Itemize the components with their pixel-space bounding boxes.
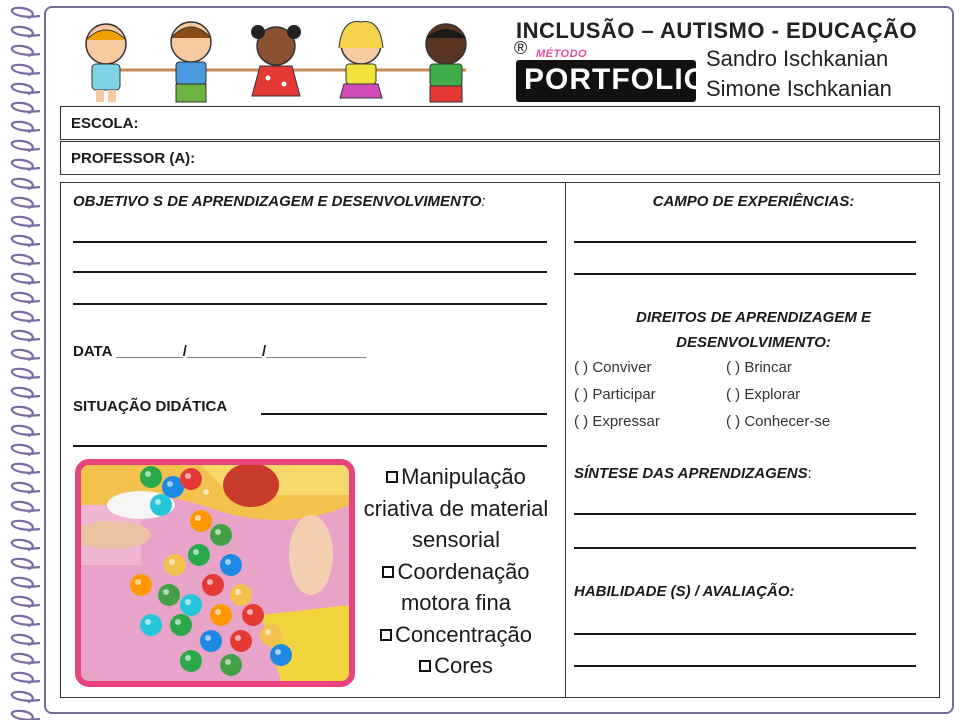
sintese-title-text: SÍNTESE DAS APRENDIZAGENS: [574, 465, 808, 482]
ball: [180, 650, 202, 672]
spiral-ring: [12, 293, 40, 303]
spiral-ring: [12, 578, 40, 588]
spiral-ring: [12, 103, 40, 113]
right-conviver[interactable]: ( ) Conviver: [574, 359, 652, 376]
spiral-ring: [12, 445, 40, 455]
header: [56, 8, 946, 104]
ball: [150, 494, 172, 516]
spiral-ring: [12, 502, 40, 512]
ball: [170, 614, 192, 636]
ball: [130, 574, 152, 596]
ball: [188, 544, 210, 566]
ball: [198, 484, 220, 506]
spiral-ring: [12, 616, 40, 626]
ball-highlight: [175, 619, 181, 625]
portfolio-logo: [516, 60, 708, 102]
ball: [202, 574, 224, 596]
spiral-ring: [12, 122, 40, 132]
spiral-ring: [12, 331, 40, 341]
spiral-ring: [12, 236, 40, 246]
spiral-ring: [12, 559, 40, 569]
ball: [200, 630, 222, 652]
habilidade-line-2[interactable]: [574, 665, 916, 667]
spiral-ring: [12, 369, 40, 379]
skill-label: Cores: [434, 653, 493, 678]
spiral-ring: [12, 160, 40, 170]
sintese-line-2[interactable]: [574, 547, 916, 549]
date-field[interactable]: DATA ________/_________/____________: [73, 343, 367, 360]
situacao-line-2[interactable]: [73, 445, 547, 447]
objectives-title-text: OBJETIVO S DE APRENDIZAGEM E DESENVOLVIMENTO: [73, 193, 482, 210]
ball: [210, 524, 232, 546]
activity-photo: [75, 459, 355, 687]
ball-game-image: [81, 465, 349, 681]
right-conhecer-se[interactable]: ( ) Conhecer-se: [726, 413, 831, 430]
ball-highlight: [247, 609, 253, 615]
checkbox-icon[interactable]: [380, 629, 392, 641]
escola-label: ESCOLA:: [71, 115, 139, 132]
objectives-title: [73, 193, 486, 210]
ball-highlight: [195, 515, 201, 521]
checkbox-icon[interactable]: [419, 660, 431, 672]
spiral-ring: [12, 654, 40, 664]
ball-highlight: [235, 635, 241, 641]
ball-highlight: [135, 579, 141, 585]
ball-highlight: [145, 619, 151, 625]
habilidade-title: HABILIDADE (S) / AVALIAÇÃO:: [574, 583, 795, 600]
spiral-ring: [12, 27, 40, 37]
ball-highlight: [185, 599, 191, 605]
skill-item: [351, 461, 561, 556]
right-brincar[interactable]: ( ) Brincar: [726, 359, 792, 376]
campo-line-1[interactable]: [574, 241, 916, 243]
spiral-ring: [12, 255, 40, 265]
ball: [210, 604, 232, 626]
spiral-ring: [12, 635, 40, 645]
ball: [220, 554, 242, 576]
spiral-ring: [12, 274, 40, 284]
main-table: [60, 182, 940, 698]
ball-highlight: [207, 579, 213, 585]
ball: [190, 510, 212, 532]
campo-title: CAMPO DE EXPERIÊNCIAS:: [652, 193, 855, 210]
spiral-ring: [12, 464, 40, 474]
ball-highlight: [205, 635, 211, 641]
ball-highlight: [185, 655, 191, 661]
objectives-colon: :: [481, 193, 486, 210]
right-expressar[interactable]: ( ) Expressar: [574, 413, 660, 430]
spiral-ring: [12, 217, 40, 227]
sintese-title: [574, 465, 812, 482]
ball-highlight: [169, 559, 175, 565]
spiral-ring: [12, 597, 40, 607]
ball: [180, 468, 202, 490]
objectives-line-3[interactable]: [73, 303, 547, 305]
header-title: INCLUSÃO – AUTISMO - EDUCAÇÃO: [516, 18, 918, 43]
ball-highlight: [167, 481, 173, 487]
situacao-line-1[interactable]: [261, 413, 547, 415]
spiral-ring: [12, 426, 40, 436]
spiral-ring: [12, 692, 40, 702]
ball-highlight: [163, 589, 169, 595]
spiral-ring: [12, 46, 40, 56]
objectives-line-1[interactable]: [73, 241, 547, 243]
professor-label: PROFESSOR (A):: [71, 150, 196, 167]
right-participar[interactable]: ( ) Participar: [574, 386, 656, 403]
author-2: Simone Ischkanian: [706, 76, 892, 101]
spiral-ring: [12, 141, 40, 151]
skill-item: [351, 619, 561, 651]
spiral-ring: [12, 407, 40, 417]
ball: [270, 644, 292, 666]
spiral-ring: [12, 312, 40, 322]
skill-item: [351, 650, 561, 682]
spiral-ring: [12, 711, 40, 720]
right-column: [566, 183, 941, 697]
spiral-binding: [0, 0, 60, 720]
spiral-ring: [12, 198, 40, 208]
registered-mark: ®: [514, 38, 528, 58]
ball: [180, 594, 202, 616]
ball-highlight: [145, 471, 151, 477]
spiral-ring: [12, 483, 40, 493]
checkbox-icon[interactable]: [386, 471, 398, 483]
logo-text: PORTFOLIO: [524, 63, 708, 96]
ball-highlight: [235, 589, 241, 595]
objectives-line-2[interactable]: [73, 271, 547, 273]
ball: [140, 614, 162, 636]
right-explorar[interactable]: ( ) Explorar: [726, 386, 801, 403]
ball-highlight: [265, 629, 271, 635]
ball-highlight: [225, 659, 231, 665]
habilidade-line-1[interactable]: [574, 633, 916, 635]
ball-highlight: [185, 473, 191, 479]
checkbox-icon[interactable]: [382, 566, 394, 578]
situacao-label: SITUAÇÃO DIDÁTICA: [73, 398, 228, 415]
spiral-ring: [12, 540, 40, 550]
sintese-line-1[interactable]: [574, 513, 916, 515]
children-illustration: [56, 18, 506, 104]
professor-field[interactable]: [60, 141, 940, 175]
ball: [164, 554, 186, 576]
skill-label: Manipulação criativa de material sensorial: [363, 464, 549, 552]
ball-highlight: [275, 649, 281, 655]
method-label: MÉTODO: [536, 48, 588, 60]
spiral-ring: [12, 65, 40, 75]
spiral-ring: [12, 8, 40, 18]
ball-highlight: [155, 499, 161, 505]
spiral-ring: [12, 84, 40, 94]
ball: [158, 584, 180, 606]
escola-field[interactable]: [60, 106, 940, 140]
spiral-ring: [12, 521, 40, 531]
left-column: [61, 183, 565, 697]
author-1: Sandro Ischkanian: [706, 46, 889, 71]
ball-highlight: [203, 489, 209, 495]
skill-item: [351, 556, 561, 619]
ball-highlight: [225, 559, 231, 565]
skills-list: [351, 461, 561, 682]
spiral-ring: [12, 388, 40, 398]
ball: [140, 466, 162, 488]
ball: [230, 584, 252, 606]
ball-highlight: [193, 549, 199, 555]
ball-highlight: [215, 529, 221, 535]
sintese-colon: :: [807, 465, 812, 482]
skill-label: Coordenação motora fina: [397, 558, 530, 615]
ball-highlight: [215, 609, 221, 615]
ball: [220, 654, 242, 676]
campo-line-2[interactable]: [574, 273, 916, 275]
ball: [230, 630, 252, 652]
direitos-title-1: DIREITOS DE APRENDIZAGEM E: [635, 309, 872, 326]
direitos-title-2: DESENVOLVIMENTO:: [676, 334, 831, 351]
spiral-ring: [12, 350, 40, 360]
ball: [242, 604, 264, 626]
spiral-ring: [12, 673, 40, 683]
spiral-ring: [12, 179, 40, 189]
skill-label: Concentração: [395, 621, 532, 647]
ball: [260, 624, 282, 646]
